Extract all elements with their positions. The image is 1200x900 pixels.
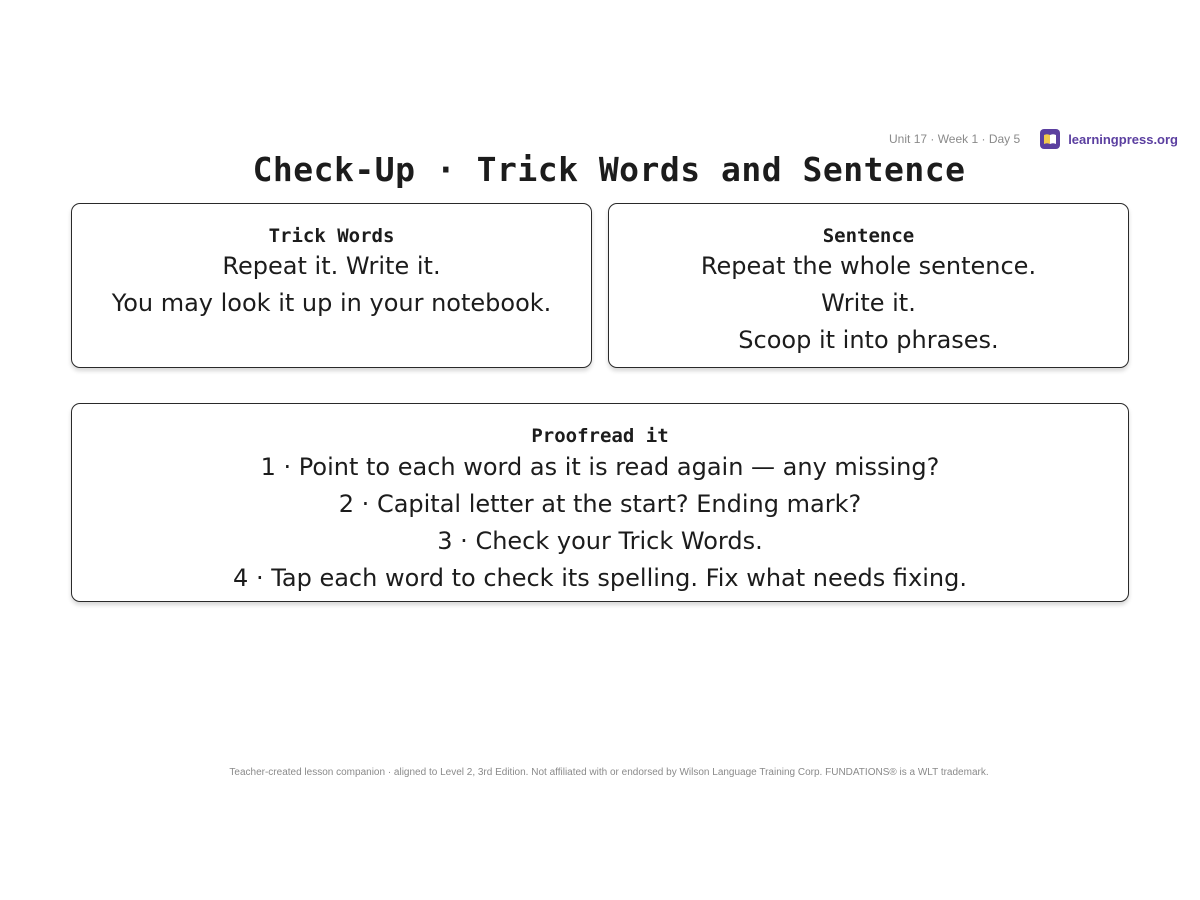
- page-meta: [889, 129, 1178, 149]
- open-book-icon: [1040, 129, 1060, 149]
- brand-name: learningpress.org: [1068, 131, 1178, 147]
- proofread-step: 3 · Check your Trick Words.: [437, 527, 763, 555]
- proofread-step: 4 · Tap each word to check its spelling. Fix what needs fixing.: [233, 564, 967, 592]
- card-heading: Trick Words: [268, 225, 395, 247]
- card-heading: Sentence: [822, 225, 915, 247]
- trick-words-card: [71, 203, 592, 368]
- proofread-card: [71, 403, 1129, 602]
- page-title: Check-Up · Trick Words and Sentence: [252, 150, 966, 189]
- instruction-line: Scoop it into phrases.: [738, 326, 999, 354]
- instruction-line: Write it.: [821, 289, 916, 317]
- card-heading: Proofread it: [531, 425, 669, 447]
- proofread-step: 1 · Point to each word as it is read again — any missing?: [260, 453, 940, 481]
- brand-link[interactable]: [1040, 129, 1178, 149]
- instruction-line: You may look it up in your notebook.: [111, 289, 552, 317]
- sentence-card: [608, 203, 1129, 368]
- lesson-meta: Unit 17 · Week 1 · Day 5: [889, 132, 1021, 146]
- instruction-line: Repeat it. Write it.: [222, 252, 441, 280]
- instruction-line: Repeat the whole sentence.: [700, 252, 1037, 280]
- proofread-step: 2 · Capital letter at the start? Ending mark?: [338, 490, 862, 518]
- footer-disclaimer: Teacher-created lesson companion · aligned to Level 2, 3rd Edition. Not affiliated with or endorsed by Wilson Language Training Corp. FUNDATIONS® is a WLT trademark.: [229, 767, 989, 778]
